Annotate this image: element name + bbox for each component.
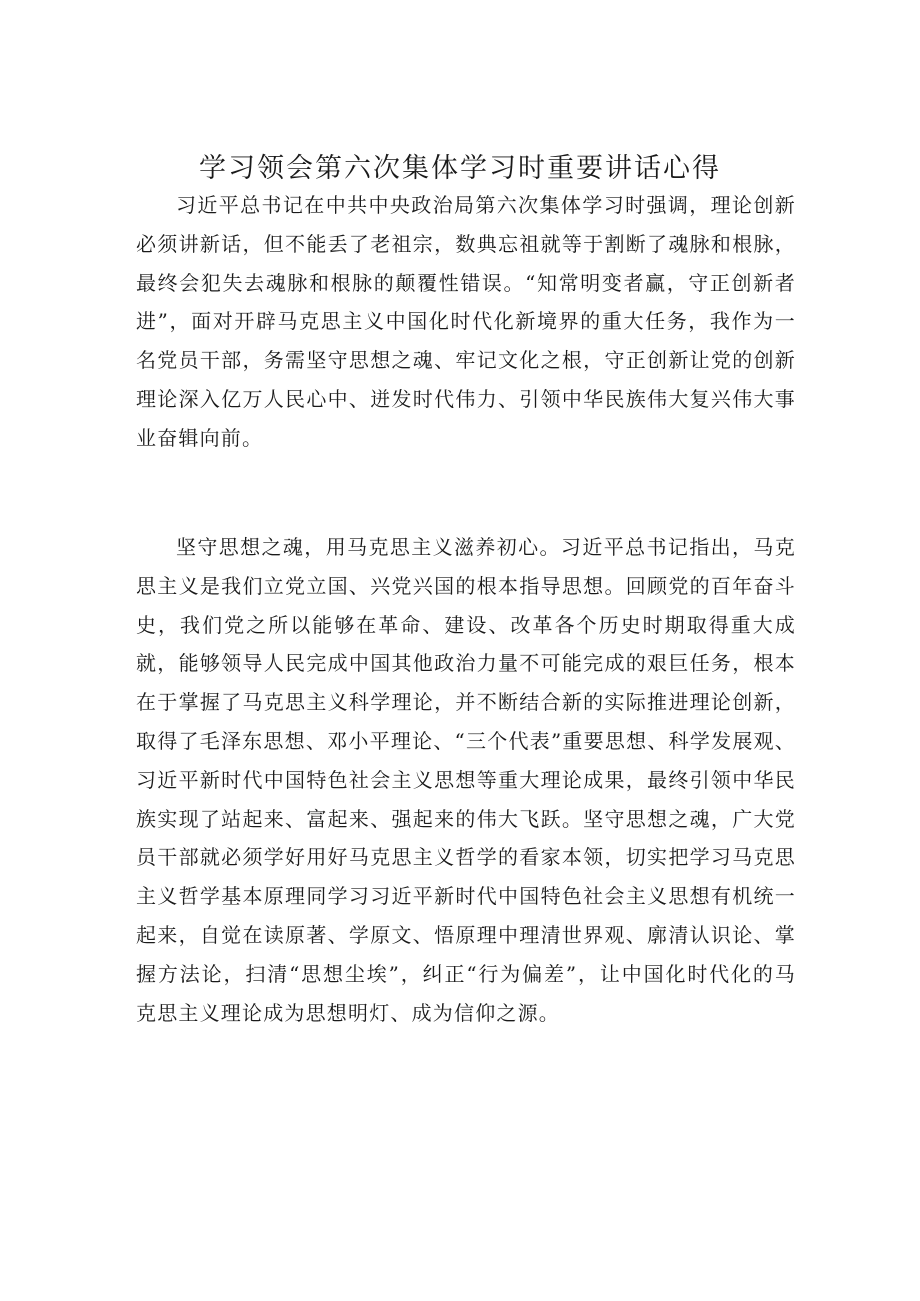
paragraph-1: 习近平总书记在中共中央政治局第六次集体学习时强调，理论创新必须讲新话，但不能丢了老祖宗，数典忘祖就等于割断了魂脉和根脉，最终会犯失去魂脉和根脉的颠覆性错误。“知常明变者赢，守正创新者进”，面对开辟马克思主义中国化时代化新境界的重大任务，我作为一名党员干部，务需坚守思想之魂、牢记文化之根，守正创新让党的创新理论深入亿万人民心中、迸发时代伟力、引领中华民族伟大复兴伟大事业奋辑向前。 (136, 193, 796, 450)
document-title: 学习领会第六次集体学习时重要讲话心得 (199, 153, 721, 184)
paragraph-2: 坚守思想之魂，用马克思主义滋养初心。习近平总书记指出，马克思主义是我们立党立国、兴党兴国的根本指导思想。回顾党的百年奋斗史，我们党之所以能够在革命、建设、改革各个历史时期取得重大成就，能够领导人民完成中国其他政治力量不可能完成的艰巨任务，根本在于掌握了马克思主义科学理论，并不断结合新的实际推进理论创新，取得了毛泽东思想、邓小平理论、“三个代表”重要思想、科学发展观、习近平新时代中国特色社会主义思想等重大理论成果，最终引领中华民族实现了站起来、富起来、强起来的伟大飞跃。坚守思想之魂，广大党员干部就必须学好用好马克思主义哲学的看家本领，切实把学习马克思主义哲学基本原理同学习习近平新时代中国特色社会主义思想有机统一起来，自觉在读原著、学原文、悟原理中理清世界观、廓清认识论、掌握方法论，扫清“思想尘埃”，纠正“行为偏差”，让中国化时代化的马克思主义理论成为思想明灯、成为信仰之源。 (136, 535, 796, 1025)
